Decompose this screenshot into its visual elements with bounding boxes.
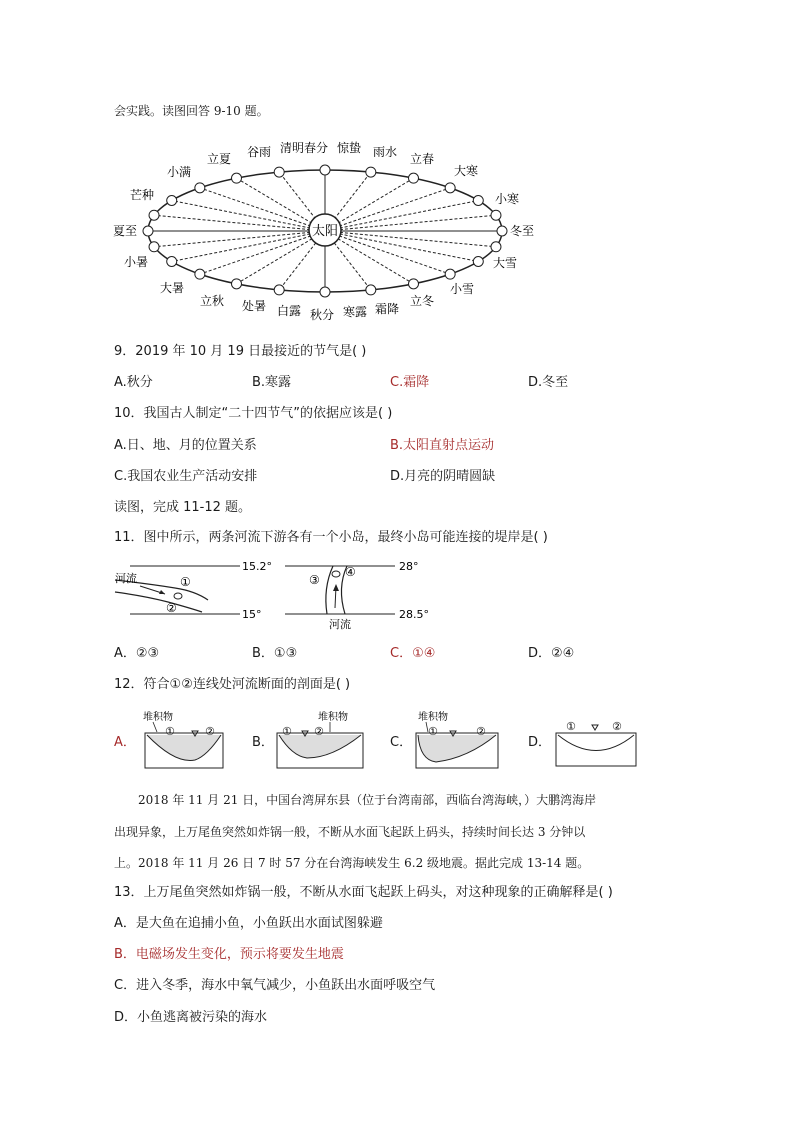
earth-position-dot <box>232 279 242 289</box>
q12-profile-b <box>272 708 372 770</box>
term-chushu: 处暑 <box>242 299 267 313</box>
passage-line-2: 出现异象，上万尾鱼突然如炸锅一般，不断从水面飞起跃上码头，持续时间长达 3 分钟以 <box>114 825 586 839</box>
marker-1: ① <box>282 725 292 738</box>
earth-position-dot <box>167 196 177 206</box>
flow-arrowhead <box>333 584 339 591</box>
earth-position-dot <box>409 279 419 289</box>
earth-position-dot <box>445 269 455 279</box>
earth-position-dot <box>149 210 159 220</box>
profile-box <box>556 733 636 766</box>
term-hanlu: 寒露 <box>343 305 368 319</box>
q11-stem: 11．图中所示，两条河流下游各有一个小岛，最终小岛可能连接的堤岸是( ) <box>114 530 548 545</box>
term-qingming-chunfen: 清明春分 <box>280 141 329 155</box>
orbit-spoke <box>325 188 450 231</box>
lat-top-left: 15.2° <box>242 560 272 573</box>
q11-option-b[interactable]: B．①③ <box>252 646 298 661</box>
orbit-spoke <box>325 231 450 274</box>
term-lichun: 立春 <box>410 152 435 166</box>
term-dahan: 大寒 <box>454 164 479 178</box>
q11-option-d[interactable]: D．②④ <box>528 646 575 661</box>
passage-line-3: 上。2018 年 11 月 26 日 7 时 57 分在台湾海峡发生 6.2 级地震。据此完成 13-14 题。 <box>114 856 590 870</box>
q12-stem: 12．符合①②连线处河流断面的剖面是( ) <box>114 677 351 692</box>
term-xiaoxue: 小雪 <box>450 282 475 296</box>
orbit-spoke <box>200 231 325 274</box>
q9-stem: 9．2019 年 10 月 19 日最接近的节气是( ) <box>114 344 367 359</box>
q9-option-d[interactable]: D.冬至 <box>528 375 569 390</box>
earth-position-dot <box>232 173 242 183</box>
q13-option-c[interactable]: C．进入冬季，海水中氧气减少，小鱼跃出水面呼吸空气 <box>114 978 436 993</box>
q11-figure-left <box>110 558 285 620</box>
solar-terms-diagram <box>110 135 550 325</box>
q9-option-b[interactable]: B.寒露 <box>252 375 292 390</box>
q9-option-c[interactable]: C.霜降 <box>390 375 430 390</box>
earth-position-dot <box>143 226 153 236</box>
term-xiaoshu: 小暑 <box>124 255 149 269</box>
earth-position-dot <box>274 167 284 177</box>
marker-2: ② <box>205 725 215 738</box>
sediment-label: 堆积物 <box>143 712 173 723</box>
marker-2: ② <box>314 725 324 738</box>
sediment-fill <box>279 735 361 758</box>
orbit-spoke <box>325 231 496 247</box>
term-xiaoman: 小满 <box>167 165 192 179</box>
orbit-spoke <box>154 231 325 247</box>
orbit-spoke <box>325 215 496 231</box>
earth-position-dot <box>320 165 330 175</box>
marker-1: ① <box>566 720 576 733</box>
q12-option-a-label[interactable]: A． <box>114 735 136 750</box>
earth-position-dot <box>473 257 483 267</box>
earth-position-dot <box>445 183 455 193</box>
q13-option-b[interactable]: B．电磁场发生变化，预示将要发生地震 <box>114 947 344 962</box>
q10-stem: 10．我国古人制定“二十四节气”的依据应该是( ) <box>114 406 393 421</box>
lat-top-right: 28° <box>399 560 419 573</box>
earth-position-dot <box>320 287 330 297</box>
marker-1: ① <box>428 725 438 738</box>
earth-position-dot <box>366 167 376 177</box>
q12-option-b-label[interactable]: B． <box>252 735 274 750</box>
term-guyu: 谷雨 <box>247 145 272 159</box>
earth-position-dot <box>491 210 501 220</box>
earth-position-dot <box>195 269 205 279</box>
q10-option-a[interactable]: A.日、地、月的位置关系 <box>114 438 257 453</box>
marker-2: ② <box>612 720 622 733</box>
term-xiaohan: 小寒 <box>495 192 520 206</box>
sediment-fill <box>418 735 496 762</box>
island <box>332 571 340 577</box>
intro-text: 会实践。读图回答 9-10 题。 <box>114 104 269 118</box>
earth-position-dot <box>167 257 177 267</box>
river-label-right: 河流 <box>329 618 351 631</box>
sediment-label: 堆积物 <box>318 712 348 723</box>
q10-option-b[interactable]: B.太阳直射点运动 <box>390 438 495 453</box>
earth-position-dot <box>274 285 284 295</box>
river-bank-lower <box>115 592 202 612</box>
term-bailu: 白露 <box>277 304 302 318</box>
orbit-spoke <box>154 215 325 231</box>
term-xiazhi: 夏至 <box>113 224 138 238</box>
term-daxue: 大雪 <box>493 256 518 270</box>
earth-position-dot <box>497 226 507 236</box>
lat-bottom-left: 15° <box>242 608 262 620</box>
term-liqiu: 立秋 <box>200 294 225 308</box>
term-jingzhe: 惊蛰 <box>337 141 362 155</box>
sun-label: 太阳 <box>311 224 339 239</box>
q12-profile-a <box>135 708 230 770</box>
q12-option-d-label[interactable]: D． <box>528 735 552 750</box>
q11-option-a[interactable]: A．②③ <box>114 646 160 661</box>
riverbed-curve <box>558 735 634 751</box>
q13-option-a[interactable]: A．是大鱼在追捕小鱼，小鱼跃出水面试图躲避 <box>114 916 383 931</box>
term-shuangjiang: 霜降 <box>375 302 400 316</box>
earth-position-dot <box>491 242 501 252</box>
q10-option-c[interactable]: C.我国农业生产活动安排 <box>114 469 258 484</box>
term-qiufen: 秋分 <box>310 308 335 322</box>
earth-position-dot <box>195 183 205 193</box>
sediment-pointer <box>153 722 157 732</box>
term-dongzhi: 冬至 <box>510 224 535 238</box>
earth-position-dot <box>409 173 419 183</box>
sediment-label: 堆积物 <box>418 712 448 723</box>
read-11-12: 读图，完成 11-12 题。 <box>114 500 252 515</box>
q11-option-c[interactable]: C．①④ <box>390 646 436 661</box>
earth-position-dot <box>149 242 159 252</box>
earth-position-dot <box>473 196 483 206</box>
q10-option-d[interactable]: D.月亮的阴晴圆缺 <box>390 469 496 484</box>
island <box>174 593 182 599</box>
marker-2: ② <box>476 725 486 738</box>
sediment-fill <box>147 735 221 760</box>
passage-line-1: 2018 年 11 月 21 日，中国台湾屏东县（位于台湾南部，西临台湾海峡，）大鹏湾海岸 <box>138 793 597 807</box>
marker-1: ① <box>165 725 175 738</box>
earth-position-dot <box>366 285 376 295</box>
term-mangzhong: 芒种 <box>130 188 155 202</box>
lat-bottom-right: 28.5° <box>399 608 429 621</box>
q12-option-c-label[interactable]: C． <box>390 735 413 750</box>
marker-2-left: ② <box>166 601 177 615</box>
orbit-spoke <box>200 188 325 231</box>
marker-4-right: ④ <box>345 565 356 579</box>
term-yushui: 雨水 <box>373 145 398 159</box>
river-label-left: 河流 <box>115 572 137 585</box>
q13-option-d[interactable]: D．小鱼逃离被污染的海水 <box>114 1010 268 1025</box>
marker-3-right: ③ <box>309 573 320 587</box>
q11-figure-right <box>285 558 445 632</box>
q9-option-a[interactable]: A.秋分 <box>114 375 153 390</box>
term-lidong: 立冬 <box>410 294 435 308</box>
marker-1-left: ① <box>180 575 191 589</box>
q13-stem: 13．上万尾鱼突然如炸锅一般，不断从水面飞起跃上码头，对这种现象的正确解释是( ) <box>114 885 613 900</box>
q12-profile-d <box>548 708 644 770</box>
term-lixia: 立夏 <box>207 152 232 166</box>
water-level-icon <box>592 725 598 730</box>
q12-profile-c <box>408 708 508 770</box>
term-dashu: 大暑 <box>160 281 185 295</box>
